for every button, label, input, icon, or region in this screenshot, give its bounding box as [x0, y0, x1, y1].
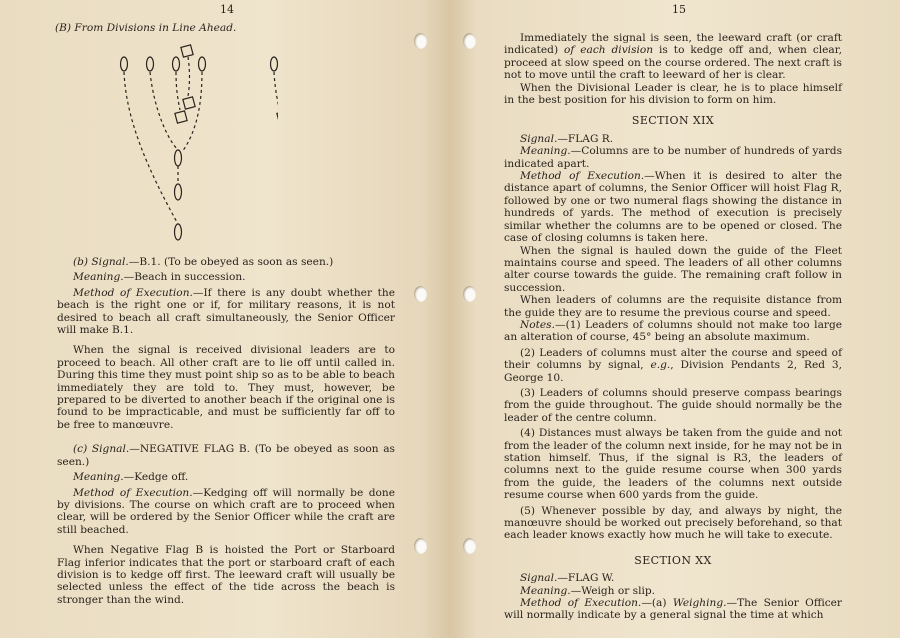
- right-page-number: 15: [672, 3, 686, 16]
- craft-icon: [199, 57, 206, 71]
- punch-hole: [414, 538, 427, 554]
- xix-meaning: Meaning.—Columns are to be number of hundreds of yards indicated apart.: [504, 145, 842, 170]
- xix-method: Method of Execution.—When it is desired to alter the distance apart of columns, the Senior Officer will hoist Flag R, followed by one or two numeral flags showing the distance in hundreds of yards. The method of execution is precisely similar whether the columns are to be opened or closed. The case of closing columns is taken here.: [504, 170, 842, 245]
- craft-icon: [121, 57, 128, 71]
- xix-note-2: (2) Leaders of columns must alter the course and speed of their columns by signal, e.g., Division Pendants 2, Red 3, George 10.: [504, 346, 842, 384]
- diagram-heading: (B) From Divisions in Line Ahead.: [55, 22, 237, 34]
- punch-hole: [414, 33, 427, 49]
- xix-signal: Signal.—FLAG R.: [520, 132, 614, 145]
- xix-note-1: Notes.—(1) Leaders of columns should not make too large an alteration of course, 45° being an absolute maximum.: [504, 318, 842, 344]
- craft-icon: [277, 111, 278, 123]
- left-page-number: 14: [220, 3, 234, 16]
- punch-hole: [463, 286, 476, 302]
- b-signal: (b) Signal.—B.1. (To be obeyed as soon as seen.): [73, 256, 334, 268]
- craft-icon: [271, 57, 278, 71]
- craft-icon: [175, 224, 182, 240]
- section-xix-title: SECTION XIX: [631, 114, 715, 128]
- xix-hauled-paragraph: When the signal is hauled down the guide of the Fleet maintains course and speed. The leaders of all other columns alter course towards the guide. The remaining craft follow in succession.: [504, 244, 842, 294]
- b-method: Method of Execution.—If there is any doubt whether the beach is the right one or if, for military reasons, it is not desired to beach all craft simultaneously, the Senior Officer will make B.1.: [57, 286, 395, 337]
- craft-icon: [181, 45, 193, 57]
- xx-meaning: Meaning.—Weigh or slip.: [520, 584, 656, 597]
- xx-signal: Signal.—FLAG W.: [520, 572, 615, 585]
- xx-method: Method of Execution.—(a) Weighing.—The Senior Officer will normally indicate by a general signal the time at which: [504, 597, 842, 622]
- punch-hole: [463, 33, 476, 49]
- xix-note-4: (4) Distances must always be taken from the guide and not from the leader of the column next inside, for he may not be in station himself. Thus, if the signal is R3, the leaders of columns next to the guide resume course when 300 yards from the guide, the leaders of the columns next outside resume course when 600 yards from the guide.: [504, 427, 842, 502]
- left-body-text: [57, 256, 395, 606]
- c-signal: (c) Signal.—NEGATIVE FLAG B. (To be obeyed as soon as seen.): [57, 443, 395, 468]
- xix-note-5: (5) Whenever possible by day, and always by night, the manœuvre should be worked out precisely beforehand, so that each leader knows exactly how much he will take to execute.: [504, 504, 842, 542]
- c-paragraph: When Negative Flag B is hoisted the Port or Starboard Flag inferior indicates that the port or starboard craft of each division is to kedge off first. The leeward craft will usually be selected unless the effect of the tide across the beach is stronger than the wind.: [57, 544, 395, 606]
- left-text-column: [57, 22, 395, 34]
- craft-icon: [147, 57, 154, 71]
- c-method: Method of Execution.—Kedging off will normally be done by divisions. The course on which craft are to proceed when clear, will be ordered by the Senior Officer while the craft are still beached.: [57, 486, 395, 536]
- punch-hole: [463, 538, 476, 554]
- punch-hole: [414, 286, 427, 302]
- craft-icon: [175, 184, 182, 200]
- craft-icon: [175, 111, 187, 123]
- divisional-leader-paragraph: When the Divisional Leader is clear, he is to place himself in the best position for his division to form on him.: [504, 81, 842, 107]
- right-page: [450, 0, 900, 638]
- craft-icon: [173, 57, 180, 71]
- section-xx-title: SECTION XX: [634, 553, 712, 567]
- b-meaning: Meaning.—Beach in succession.: [73, 271, 246, 284]
- craft-icon: [175, 150, 182, 166]
- line-ahead-diagram: [98, 40, 278, 245]
- xix-leaders-paragraph: When leaders of columns are the requisite distance from the guide they are to resume the previous course and speed.: [504, 294, 842, 319]
- b-paragraph: When the signal is received divisional leaders are to proceed to beach. All other craft are to lie off until called in. During this time they must point ship so as to be able to beach immediately they are told to. They must, however, be prepared to be diverted to another beach if the original one is found to be impracticable, and must be sufficiently far off to be free to manœuvre.: [57, 344, 395, 431]
- craft-icon: [183, 97, 195, 109]
- right-text-column: [504, 32, 842, 622]
- xix-note-3: (3) Leaders of columns should preserve compass bearings from the guide throughout. The guide should normally be the leader of the centre column.: [504, 386, 842, 424]
- kedge-paragraph: Immediately the signal is seen, the leeward craft (or craft indicated) of each division is to kedge off and, when clear, proceed at slow speed on the course ordered. The next craft is not to move until the craft to leeward of her is clear.: [504, 32, 842, 82]
- c-meaning: Meaning.—Kedge off.: [73, 471, 189, 484]
